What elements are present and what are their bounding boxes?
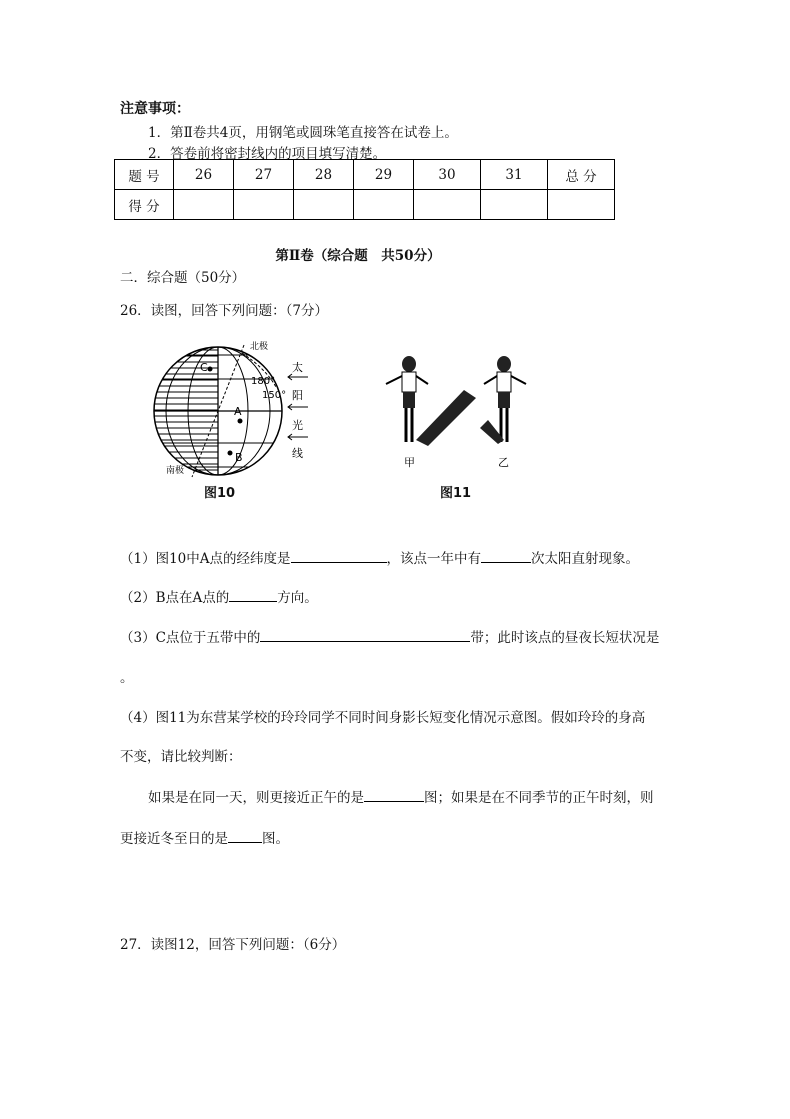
- q26-part-3-end: 。: [120, 670, 134, 686]
- sunlight-label-4: 线: [292, 447, 303, 460]
- section-subtitle: 二．综合题（50分）: [120, 270, 246, 286]
- figure-10-globe: [148, 335, 328, 505]
- score-input-cell[interactable]: [174, 190, 234, 220]
- table-row: [115, 190, 615, 220]
- notice-title: 注意事项：: [120, 101, 190, 117]
- q26-1-text-a: （1）图10中A点的经纬度是: [120, 551, 291, 567]
- question-27-title: 27．读图12，回答下列问题：（6分）: [120, 937, 346, 953]
- answer-blank[interactable]: [291, 548, 387, 563]
- notice-item: 1．第Ⅱ卷共4页，用钢笔或圆珠笔直接答在试卷上。: [148, 125, 458, 141]
- table-header-cell: 31: [481, 160, 548, 190]
- q26-part-3: [120, 626, 659, 646]
- q26-part-1: [120, 547, 639, 567]
- q26-4-text-c: 如果是在同一天，则更接近正午的是: [148, 790, 364, 806]
- score-table: [114, 159, 615, 220]
- table-row: [115, 160, 615, 190]
- table-header-cell: 题 号: [115, 160, 174, 190]
- girl-yi-illustration: [480, 356, 526, 444]
- sunlight-label-1: 太: [292, 361, 303, 374]
- section-title: 第Ⅱ卷（综合题 共50分）: [275, 248, 441, 264]
- question-26-title: 26．读图，回答下列问题：（7分）: [120, 303, 329, 319]
- q26-2-text-b: 方向。: [277, 590, 318, 606]
- score-input-cell[interactable]: [414, 190, 481, 220]
- point-c-label: C: [200, 361, 208, 374]
- score-input-cell[interactable]: [294, 190, 354, 220]
- answer-blank[interactable]: [364, 787, 424, 802]
- q26-4-text-e: 更接近冬至日的是: [120, 831, 228, 847]
- notice-item: 2．答卷前将密封线内的项目填写清楚。: [148, 146, 387, 162]
- q26-4-text-d: 图；如果是在不同季节的正午时刻，则: [424, 790, 654, 806]
- q26-1-text-b: ，该点一年中有: [386, 551, 482, 567]
- score-input-cell[interactable]: [481, 190, 548, 220]
- girl-jia-illustration: [386, 356, 476, 446]
- north-pole-label: 北极: [250, 342, 269, 352]
- sunlight-label-3: 光: [292, 419, 303, 432]
- q26-part-2: [120, 586, 318, 606]
- answer-blank[interactable]: [481, 548, 531, 563]
- q26-part-4-line-3: [148, 786, 654, 806]
- point-b-label: B: [235, 451, 243, 464]
- answer-blank[interactable]: [229, 587, 277, 602]
- q26-3-text-b: 带；此时该点的昼夜长短状况是: [470, 630, 660, 646]
- figure-10-caption: 图10: [204, 486, 236, 501]
- q26-part-4-line-1: （4）图11为东营某学校的玲玲同学不同时间身影长短变化情况示意图。假如玲玲的身高: [120, 710, 646, 726]
- q26-1-text-c: 次太阳直射现象。: [531, 551, 640, 567]
- table-cell: 得 分: [115, 190, 174, 220]
- score-input-cell[interactable]: [234, 190, 294, 220]
- score-input-cell[interactable]: [548, 190, 615, 220]
- south-pole-label: 南极: [166, 466, 185, 476]
- lon-180-label: 180°: [251, 376, 276, 387]
- table-header-cell: 29: [354, 160, 414, 190]
- figure-11-shadows: [376, 350, 546, 475]
- score-input-cell[interactable]: [354, 190, 414, 220]
- figure-11-caption: 图11: [440, 486, 472, 501]
- label-yi: 乙: [498, 456, 509, 469]
- table-header-cell: 30: [414, 160, 481, 190]
- table-header-cell: 27: [234, 160, 294, 190]
- table-header-cell: 26: [174, 160, 234, 190]
- answer-blank[interactable]: [228, 828, 262, 843]
- label-jia: 甲: [404, 456, 415, 469]
- q26-2-text-a: （2）B点在A点的: [120, 590, 230, 606]
- q26-part-4-line-4: [120, 827, 289, 847]
- answer-blank[interactable]: [260, 627, 470, 642]
- q26-4-text-f: 图。: [262, 831, 289, 847]
- table-header-cell: 总 分: [548, 160, 615, 190]
- lon-150-label: 150°: [262, 390, 287, 401]
- q26-3-text-a: （3）C点位于五带中的: [120, 630, 261, 646]
- q26-part-4-line-2: 不变，请比较判断：: [120, 749, 242, 765]
- sunlight-label-2: 阳: [292, 389, 303, 402]
- point-a-label: A: [234, 405, 242, 418]
- table-header-cell: 28: [294, 160, 354, 190]
